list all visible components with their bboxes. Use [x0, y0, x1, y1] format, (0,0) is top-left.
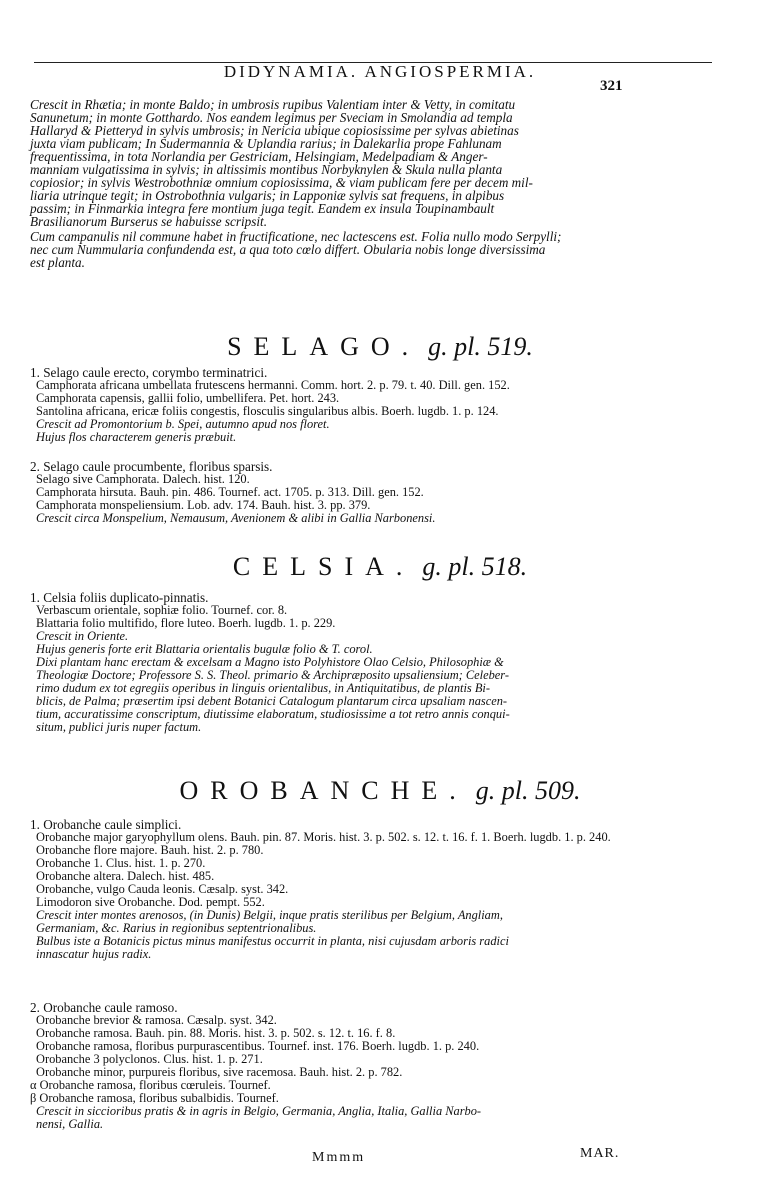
text-line: tium, accuratissime conscriptum, diutissime elaboratum, studiosissime a tot retro annis conqui-	[36, 707, 510, 721]
genus-name: OROBANCHE.	[179, 776, 468, 805]
page-number: 321	[600, 78, 623, 94]
text-line: manniam vulgatissima in sylvis; in altissimis montibus Norbyknylen & Skula nulla planta	[30, 162, 503, 177]
text-line: Crescit inter montes arenosos, (in Dunis) Belgii, inque pratis sterilibus per Belgium, Angliam,	[36, 908, 503, 922]
text-line: Crescit in Rhætia; in monte Baldo; in umbrosis rupibus Valentiam inter & Vetty, in comitatu	[30, 97, 516, 112]
text-line: passim; in Finmarkia integra fere montium juga tegit. Eandem ex insula Toupinambault	[30, 201, 495, 216]
text-line: Orobanche 1. Clus. hist. 1. p. 270.	[36, 856, 206, 870]
text-line: Orobanche 3 polyclonos. Clus. hist. 1. p. 271.	[36, 1052, 263, 1066]
genus-heading-selago	[30, 332, 730, 362]
text-line: Sanunetum; in monte Gotthardo. Nos eandem legimus per Sveciam in Smolandia ad templa	[30, 110, 513, 125]
text-line: Blattaria folio multifido, flore luteo. Boerh. lugdb. 1. p. 229.	[36, 616, 336, 630]
text-line: Orobanche flore majore. Bauh. hist. 2. p. 780.	[36, 843, 264, 857]
text-line: Theologiæ Doctore; Professore S. S. Theol. primario & Archipræposito upsaliensium; Celeber-	[36, 668, 509, 682]
species-entry	[30, 818, 730, 961]
text-line: Orobanche ramosa, floribus purpurascentibus. Tournef. inst. 176. Boerh. lugdb. 1. p. 240.	[36, 1039, 480, 1053]
text-line: Limodoron sive Orobanche. Dod. pempt. 552.	[36, 895, 265, 909]
text-line: rimo dudum ex tot egregiis operibus in linguis orientalibus, in Antiquitatibus, de plantis Bi-	[36, 681, 490, 695]
text-line: Selago sive Camphorata. Dalech. hist. 120.	[36, 472, 250, 486]
text-line: Hujus generis forte erit Blattaria orientalis bugulæ folio & T. corol.	[36, 642, 373, 656]
text-line: est planta.	[30, 255, 85, 270]
text-line: nensi, Gallia.	[36, 1117, 104, 1131]
text-line: nec cum Nummularia confundenda est, a qua toto cœlo differt. Obularia nobis longe diversissima	[30, 242, 546, 257]
text-line: β Orobanche ramosa, floribus subalbidis. Tournef.	[30, 1091, 279, 1105]
text-line: copiosior; in sylvis Westrobothniæ omnium copiosissima, & viam publicam fere per decem mil-	[30, 175, 533, 190]
text-line: Crescit ad Promontorium b. Spei, autumno apud nos floret.	[36, 417, 330, 431]
text-line: Bulbus iste a Botanicis pictus minus manifestus occurrit in planta, nisi cujusdam arboris radici	[36, 934, 509, 948]
text-line: Orobanche, vulgo Cauda leonis. Cæsalp. syst. 342.	[36, 882, 289, 896]
genus-heading-celsia	[30, 552, 730, 582]
intro-paragraph	[30, 98, 730, 269]
text-line: 1. Selago caule erecto, corymbo terminatrici.	[30, 365, 268, 380]
text-line: 2. Orobanche caule ramoso.	[30, 1000, 178, 1015]
text-line: situm, publici juris nuper factum.	[36, 720, 202, 734]
text-line: blicis, de Palma; præsertim ipsi debent Botanici Catalogum plantarum circa upsaliam nascen-	[36, 694, 508, 708]
genus-heading-orobanche	[30, 776, 730, 806]
text-line: Hallaryd & Pietteryd in sylvis umbrosis; in Nericia ubique copiosissime per sylvas abietinas	[30, 123, 519, 138]
text-line: Germaniam, &c. Rarius in regionibus septentrionalibus.	[36, 921, 317, 935]
text-line: Camphorata monspeliensium. Lob. adv. 174. Bauh. hist. 3. pp. 379.	[36, 498, 371, 512]
text-line: α Orobanche ramosa, floribus cœruleis. Tournef.	[30, 1078, 271, 1092]
text-line: juxta viam publicam; In Sudermannia & Uplandia rarius; in Dalekarlia prope Fahlunam	[30, 136, 502, 151]
text-line: Brasilianorum Burserus se habuisse scripsit.	[30, 214, 268, 229]
text-line: Verbascum orientale, sophiæ folio. Tournef. cor. 8.	[36, 603, 288, 617]
text-line: Orobanche ramosa. Bauh. pin. 88. Moris. hist. 3. p. 502. s. 12. t. 16. f. 8.	[36, 1026, 396, 1040]
text-line: 1. Orobanche caule simplici.	[30, 817, 182, 832]
text-line: Cum campanulis nil commune habet in fructificatione, nec lactescens est. Folia nullo modo Serpylli;	[30, 229, 562, 244]
text-line: Crescit circa Monspelium, Nemausum, Avenionem & alibi in Gallia Narbonensi.	[36, 511, 436, 525]
text-line: Camphorata africana umbellata frutescens hermanni. Comm. hort. 2. p. 79. t. 40. Dill. gen. 152.	[36, 378, 510, 392]
text-line: Orobanche major garyophyllum olens. Bauh. pin. 87. Moris. hist. 3. p. 502. s. 12. t. 16. f. 1. Boerh. lugdb. 1. p. 240.	[36, 830, 611, 844]
text-line: Crescit in siccioribus pratis & in agris in Belgio, Germania, Anglia, Italia, Gallia Narbo-	[36, 1104, 482, 1118]
text-line: Santolina africana, ericæ foliis congestis, flosculis singularibus albis. Boerh. lugdb. 1. p. 124.	[36, 404, 499, 418]
text-line: Hujus flos characterem generis præbuit.	[36, 430, 237, 444]
text-line: Orobanche minor, purpureis floribus, sive racemosa. Bauh. hist. 2. p. 782.	[36, 1065, 403, 1079]
text-line: liaria utrinque tegit; in Ostrobothnia vulgaris; in Lapponiæ sylvis sat frequens, in alpibus	[30, 188, 505, 203]
text-line: 1. Celsia foliis duplicato-pinnatis.	[30, 590, 209, 605]
genus-name: CELSIA.	[232, 552, 415, 581]
species-entry	[30, 591, 730, 734]
genus-reference: g. pl. 509.	[475, 776, 581, 805]
genus-reference: g. pl. 518.	[422, 552, 528, 581]
running-header: DIDYNAMIA. ANGIOSPERMIA.	[223, 62, 537, 81]
text-line: innascatur hujus radix.	[36, 947, 152, 961]
text-line: Orobanche altera. Dalech. hist. 485.	[36, 869, 215, 883]
species-entry	[30, 460, 730, 525]
text-line: Dixi plantam hanc erectam & excelsam a Magno isto Polyhistore Olao Celsio, Philosophiæ &	[36, 655, 504, 669]
catchword: MAR.	[580, 1146, 620, 1161]
text-line: frequentissima, in tota Norlandia per Gestriciam, Helsingiam, Medelpadiam & Anger-	[30, 149, 488, 164]
signature-mark: Mmmm	[312, 1150, 366, 1165]
text-line: 2. Selago caule procumbente, floribus sparsis.	[30, 459, 273, 474]
genus-reference: g. pl. 519.	[428, 332, 533, 361]
text-line: Orobanche brevior & ramosa. Cæsalp. syst. 342.	[36, 1013, 277, 1027]
species-entry	[30, 366, 730, 444]
text-line: Crescit in Oriente.	[36, 629, 129, 643]
text-line: Camphorata hirsuta. Bauh. pin. 486. Tournef. act. 1705. p. 313. Dill. gen. 152.	[36, 485, 424, 499]
genus-name: SELAGO.	[227, 332, 421, 361]
text-line: Camphorata capensis, gallii folio, umbellifera. Pet. hort. 243.	[36, 391, 340, 405]
species-entry	[30, 1001, 730, 1131]
